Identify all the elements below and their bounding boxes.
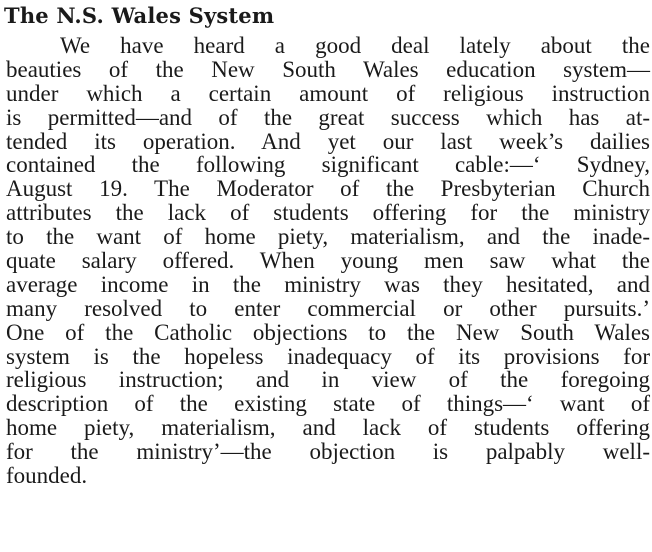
article-line: under which a certain amount of religious instruction <box>6 80 650 106</box>
article-line: founded. <box>6 463 88 489</box>
article-line: tended its operation. And yet our last week’s dailies <box>6 128 650 154</box>
article-line: home piety, materialism, and lack of students offering <box>6 415 650 441</box>
article-line: quate salary offered. When young men saw what the <box>6 248 650 274</box>
article-line: is permitted—and of the great success which has at- <box>6 104 650 130</box>
article-line: We have heard a good deal lately about the <box>60 33 650 58</box>
article-line: average income in the ministry was they hesitated, and <box>6 271 650 297</box>
article-body <box>6 34 650 488</box>
article-line: religious instruction; and in view of the foregoing <box>6 367 650 393</box>
article-line: contained the following significant cable:—‘ Sydney, <box>6 152 650 178</box>
article-line: many resolved to enter commercial or other pursuits.’ <box>6 295 650 321</box>
article-line: attributes the lack of students offering for the ministry <box>6 200 650 226</box>
article-line: August 19. The Moderator of the Presbyterian Church <box>6 176 650 202</box>
article-headline: The N.S. Wales System <box>4 3 275 28</box>
article-line: system is the hopeless inadequacy of its provisions for <box>6 343 650 369</box>
article-line: for the ministry’—the objection is palpably well- <box>6 439 650 465</box>
article-line: description of the existing state of things—‘ want of <box>6 391 650 417</box>
article-line: beauties of the New South Wales education system— <box>6 56 650 82</box>
article-line: One of the Catholic objections to the New South Wales <box>6 319 650 345</box>
article-line: to the want of home piety, materialism, and the inade- <box>6 224 650 250</box>
